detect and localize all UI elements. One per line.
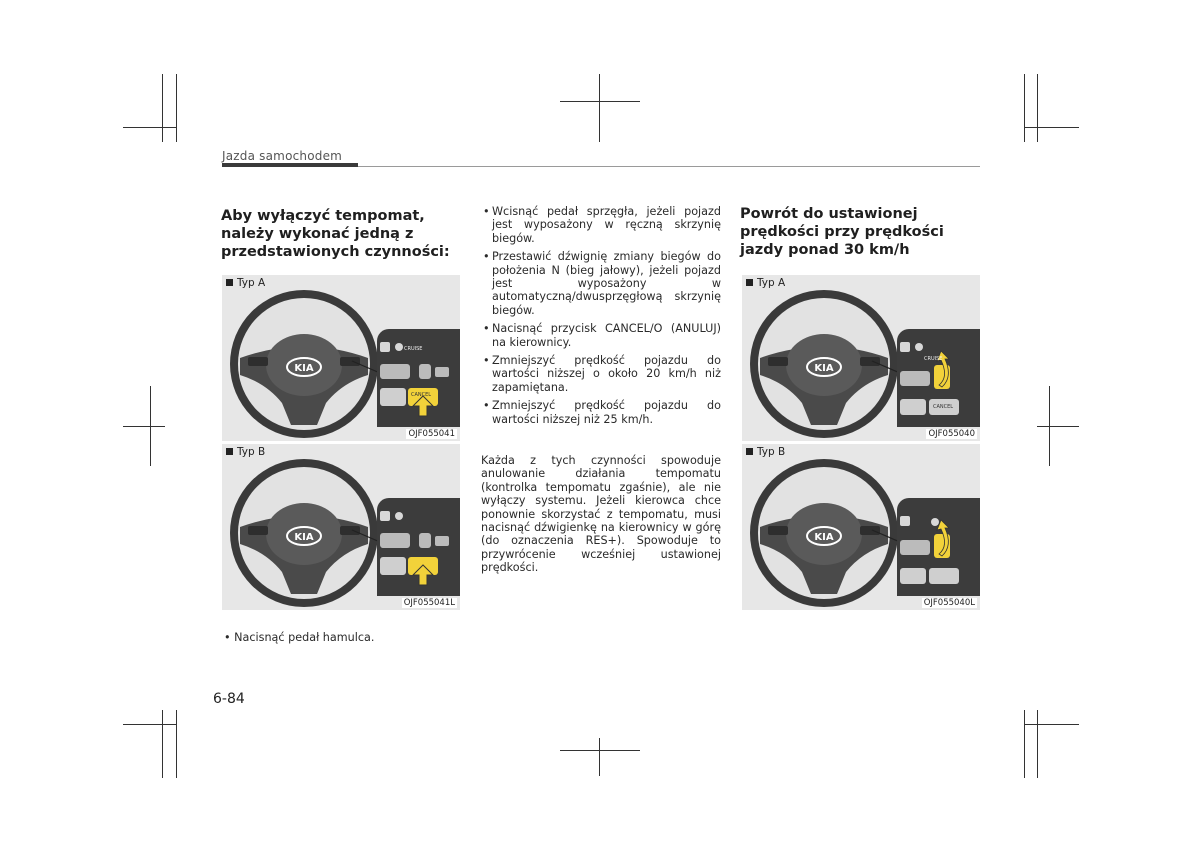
crop-mark	[560, 750, 640, 751]
bullet-brake	[224, 631, 374, 644]
crop-mark	[1025, 724, 1079, 725]
bullet-brake-text: Nacisnąć pedał hamulca.	[234, 631, 375, 644]
button-inset-detail	[897, 329, 980, 427]
button-inset-detail	[897, 498, 980, 596]
cancel-button-text: CANCEL	[411, 392, 432, 398]
list-item-text: Wcisnąć pedał sprzęgła, jeżeli pojazd jest wyposażony w ręczną skrzynię biegów.	[492, 205, 721, 245]
figure-label	[746, 277, 785, 289]
figure-label	[226, 446, 265, 458]
figure-label-text: Typ A	[237, 277, 266, 289]
crop-mark	[176, 74, 177, 142]
button-text-top: CRUISE	[404, 346, 423, 352]
kia-logo: KIA	[294, 532, 314, 543]
crop-mark	[123, 127, 177, 128]
crop-mark	[1037, 710, 1038, 778]
crop-mark	[123, 426, 165, 427]
header-bar	[222, 163, 358, 167]
kia-logo: KIA	[294, 363, 314, 374]
list-item-text: Nacisnąć przycisk CANCEL/O (ANULUJ) na kierownicy.	[492, 322, 721, 349]
kia-logo: KIA	[814, 532, 834, 543]
page-number: 6-84	[213, 691, 245, 707]
list-item-text: Zmniejszyć prędkość pojazdu do wartości niższej niż 25 km/h.	[492, 399, 721, 426]
cancel-button-text: CANCEL	[933, 404, 954, 410]
crop-mark	[599, 74, 600, 142]
crop-mark	[599, 738, 600, 776]
square-bullet-icon	[746, 279, 753, 286]
kia-logo: KIA	[814, 363, 834, 374]
list-item-text: Zmniejszyć prędkość pojazdu do wartości niższej o około 20 km/h niż zapamiętana.	[492, 354, 721, 394]
middle-bullets	[481, 205, 721, 431]
list-item: • Nacisnąć przycisk CANCEL/O (ANULUJ) na kierownicy.	[483, 322, 721, 349]
figure-label	[746, 446, 785, 458]
crop-mark	[162, 74, 163, 142]
crop-mark	[162, 710, 163, 778]
square-bullet-icon	[226, 279, 233, 286]
figure-label-text: Typ A	[757, 277, 786, 289]
figure-code: OJF055041L	[403, 598, 455, 608]
figure-left-type-b	[222, 444, 460, 610]
right-heading: Powrót do ustawionej prędkości przy prędkości jazdy ponad 30 km/h	[740, 206, 944, 258]
list-item: • Wcisnąć pedał sprzęgła, jeżeli pojazd jest wyposażony w ręczną skrzynię biegów.	[483, 205, 721, 245]
button-inset-detail	[377, 498, 460, 596]
list-item: • Zmniejszyć prędkość pojazdu do wartości niższej o około 20 km/h niż zapamiętana.	[483, 354, 721, 394]
crop-mark	[176, 710, 177, 778]
square-bullet-icon	[746, 448, 753, 455]
figure-left-type-a	[222, 275, 460, 441]
list-item-text: Przestawić dźwignię zmiany biegów do położenia N (bieg jałowy), jeżeli pojazd jest wyposażony w automatyczną/dwusprzęgłową skrzynię biegów.	[492, 250, 721, 317]
crop-mark	[1037, 426, 1079, 427]
figure-label-text: Typ B	[757, 446, 786, 458]
figure-code: OJF055040	[928, 429, 975, 439]
list-item: • Przestawić dźwignię zmiany biegów do położenia N (bieg jałowy), jeżeli pojazd jest wyposażony w automatyczną/dwusprzęgłową skrzynię biegów.	[483, 250, 721, 317]
square-bullet-icon	[226, 448, 233, 455]
list-item: • Zmniejszyć prędkość pojazdu do wartości niższej niż 25 km/h.	[483, 399, 721, 426]
header-rule	[358, 166, 980, 167]
crop-mark	[1024, 74, 1025, 142]
crop-mark	[1024, 710, 1025, 778]
crop-mark	[1049, 386, 1050, 466]
button-inset-detail	[377, 329, 460, 427]
figure-right-type-b	[742, 444, 980, 610]
crop-mark	[1037, 74, 1038, 142]
crop-mark	[150, 386, 151, 466]
figure-code: OJF055041	[408, 429, 455, 439]
crop-mark	[1025, 127, 1079, 128]
figure-label	[226, 277, 265, 289]
section-header: Jazda samochodem	[222, 149, 343, 163]
crop-mark	[123, 724, 177, 725]
middle-paragraph: Każda z tych czynności spowoduje anulowanie działania tempomatu (kontrolka tempomatu zgaśnie), ale nie wyłączy systemu. Jeżeli kierowca chce ponownie skorzystać z tempomatu, musi nacisnąć dźwigienkę na kierownicy w górę (do oznaczenia RES+). Spowoduje to przywrócenie wcześniej ustawionej prędkości.	[481, 454, 721, 575]
crop-mark	[560, 101, 640, 102]
button-text-top: CRUISE	[924, 356, 943, 362]
figure-label-text: Typ B	[237, 446, 266, 458]
figure-code: OJF055040L	[923, 598, 975, 608]
left-heading: Aby wyłączyć tempomat, należy wykonać jedną z przedstawionych czynności:	[221, 208, 450, 260]
bullet-dot: •	[224, 631, 235, 644]
figure-right-type-a	[742, 275, 980, 441]
